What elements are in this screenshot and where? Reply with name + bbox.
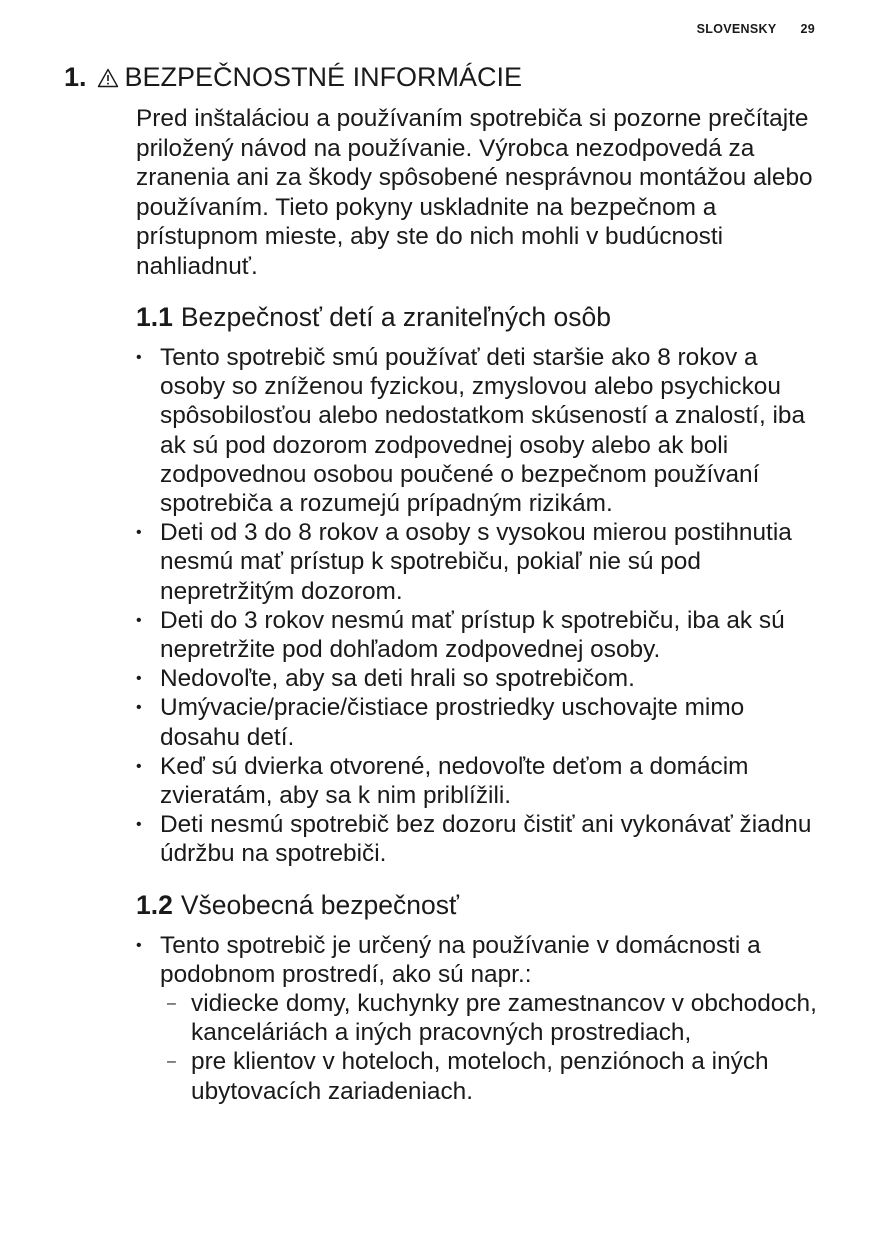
section-1-intro: Pred inštaláciou a používaním spotrebiča si pozorne prečítajte priložený návod na používanie. Výrobca nezodpovedá za zranenia ani za škody spôsobené nesprávnou montážou alebo používaním. Tieto pokyny uskladnite na bezpečnom a prístupnom mieste, aby ste do nich mohli v budúcnosti nahliadnuť. — [136, 105, 813, 280]
list-item: • Tento spotrebič smú používať deti staršie ako 8 rokov a osoby so zníženou fyzickou, zmyslovou alebo psychickou spôsobilosťou alebo nedostatkom skúseností a znalostí, iba ak sú pod dozorom zodpovednej osoby alebo ak boli zodpovednou osobou poučené o bezpečnom používaní spotrebiča a rozumejú prípadným rizikám. — [136, 344, 806, 518]
header-language: SLOVENSKY — [696, 22, 777, 36]
bullet-icon: • — [136, 611, 142, 629]
bullet-icon: • — [136, 349, 142, 366]
warning-triangle-icon — [97, 68, 119, 88]
sub-list-item: – vidiecke domy, kuchynky pre zamestnancov v obchodoch, kanceláriách a iných pracovných prostrediach, — [167, 990, 817, 1047]
section-1-1-number: 1.1 — [136, 302, 173, 332]
list-item: • Umývacie/pracie/čistiace prostriedky uschovajte mimo dosahu detí. — [136, 694, 745, 751]
child-safety-list — [136, 343, 826, 869]
bullet-icon: • — [136, 699, 142, 717]
general-safety-list — [136, 931, 826, 1106]
section-1-number: 1. — [64, 62, 87, 92]
bullet-icon: • — [136, 816, 142, 834]
list-item: • Deti nesmú spotrebič bez dozoru čistiť ani vykonávať žiadnu údržbu na spotrebiči. — [136, 811, 812, 868]
bullet-icon: • — [136, 524, 142, 542]
section-1-2-heading — [136, 889, 826, 921]
section-1-title: BEZPEČNOSTNÉ INFORMÁCIE — [124, 62, 523, 92]
bullet-icon: • — [136, 670, 142, 688]
bullet-icon: • — [136, 936, 142, 954]
list-item: • Nedovoľte, aby sa deti hrali so spotrebičom. — [136, 665, 635, 693]
page-header — [697, 22, 815, 36]
sub-list-item: – pre klientov v hoteloch, moteloch, penziónoch a iných ubytovacích zariadeniach. — [167, 1048, 769, 1105]
page-number: 29 — [800, 22, 815, 36]
dash-icon: – — [167, 1053, 176, 1071]
section-1-2-number: 1.2 — [136, 889, 173, 920]
list-item: • Tento spotrebič je určený na používanie v domácnosti a podobnom prostredí, ako sú napr.: – vidiecke domy, kuchynky pre zamestnancov v obchodoch, kanceláriách a iných pracovných prostrediach, – pre klientov v hoteloch, moteloch, penziónoch a iných ubytovacích zariadeniach. — [136, 931, 826, 1106]
section-1-1-heading — [136, 301, 826, 333]
list-item: • Keď sú dvierka otvorené, nedovoľte deťom a domácim zvieratám, aby sa k nim priblížili. — [136, 752, 749, 810]
list-item: • Deti do 3 rokov nesmú mať prístup k spotrebiču, iba ak sú nepretržite pod dohľadom zodpovednej osoby. — [136, 606, 785, 664]
section-1-1-title: Bezpečnosť detí a zraniteľných osôb — [180, 302, 611, 332]
section-1-2-title: Všeobecná bezpečnosť — [180, 889, 459, 920]
sub-list — [160, 989, 826, 1106]
main-content — [136, 104, 826, 1106]
dash-icon: – — [167, 995, 176, 1013]
section-1-heading — [64, 62, 522, 93]
bullet-icon: • — [136, 757, 142, 775]
list-item: • Deti od 3 do 8 rokov a osoby s vysokou mierou postihnutia nesmú mať prístup k spotrebiču, pokiaľ nie sú pod nepretržitým dozorom. — [136, 519, 792, 605]
